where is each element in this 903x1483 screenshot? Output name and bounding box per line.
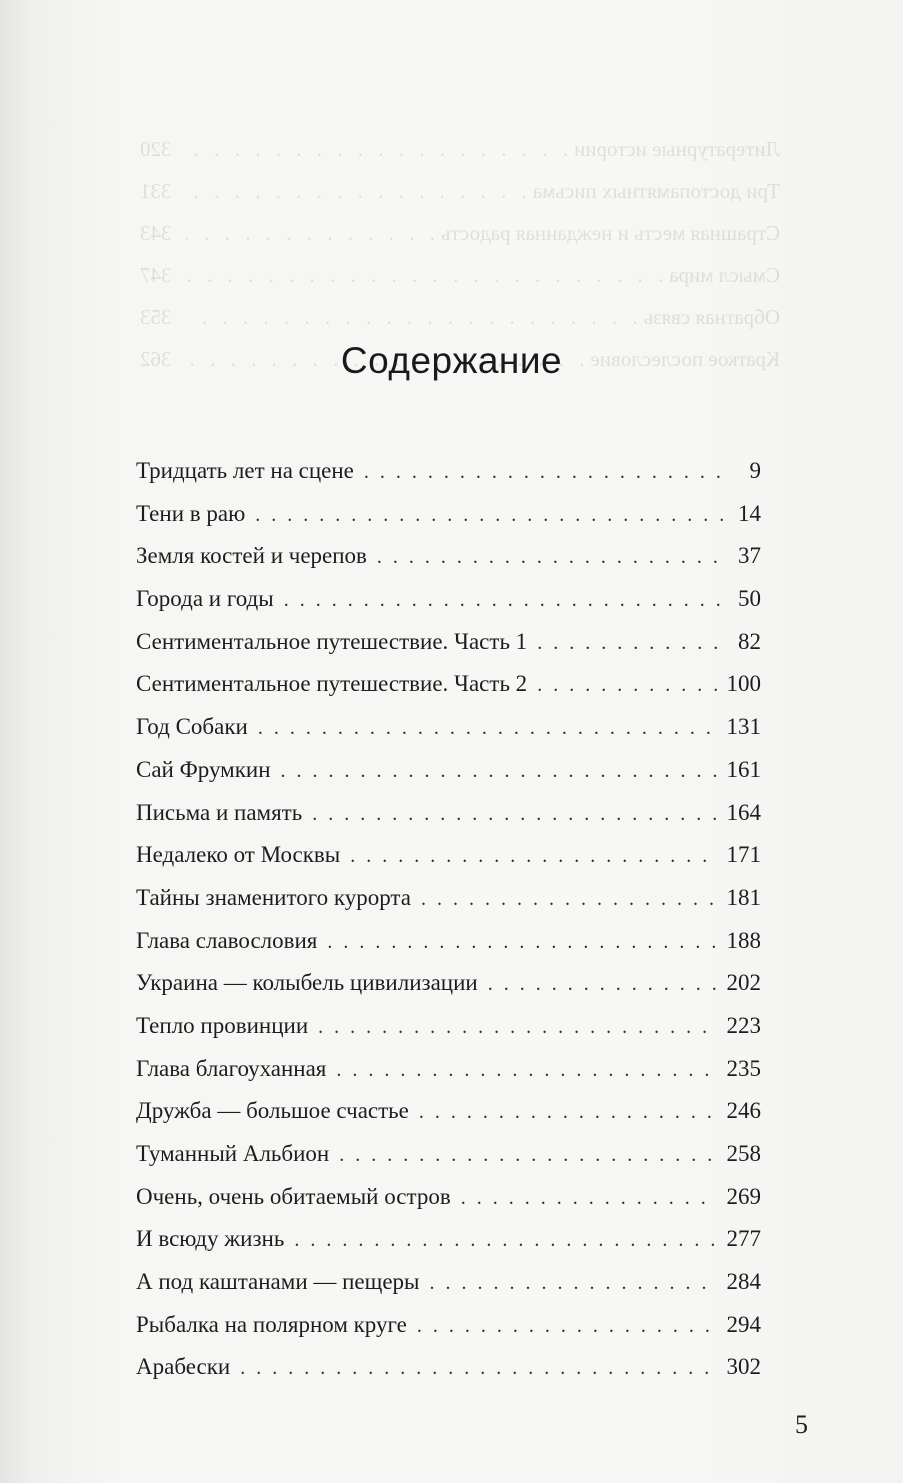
- dot-leader: [377, 536, 725, 579]
- bleed-row: [140, 254, 780, 296]
- toc-entry: [136, 578, 761, 621]
- toc-entry-page: 50: [738, 586, 761, 612]
- toc-entry-title: Тридцать лет на сцене: [136, 458, 354, 483]
- toc-entry-title: Глава славословия: [136, 927, 318, 953]
- bleed-row: [140, 170, 780, 212]
- bleed-page: 331: [140, 179, 172, 203]
- toc-entry: [136, 1005, 761, 1048]
- toc-entry-page: 246: [726, 1098, 761, 1124]
- bleed-page: 353: [140, 305, 172, 329]
- dot-leader: [537, 664, 716, 707]
- bleed-page: 343: [140, 221, 172, 245]
- bleed-title: Три достопамятных письма: [532, 179, 780, 203]
- toc-entry-page: 131: [726, 714, 761, 740]
- toc-entry: [136, 792, 761, 835]
- toc-entry-page: 223: [726, 1012, 761, 1038]
- dot-leader: [419, 1091, 717, 1134]
- page-number: 5: [795, 1410, 808, 1439]
- toc-entry: [136, 493, 761, 536]
- dot-leader: [339, 1134, 716, 1177]
- bleed-row: [140, 128, 780, 170]
- toc-entry-title: Дружба — большое счастье: [136, 1098, 409, 1124]
- toc-entry-title: Письма и память: [136, 799, 303, 825]
- toc-entry-page: 14: [738, 500, 761, 526]
- dot-leader: [364, 451, 725, 494]
- toc-entry-title: Недалеко от Москвы: [136, 842, 341, 868]
- bleed-title: Смысл мира: [669, 263, 780, 287]
- toc-entry-page: 9: [749, 458, 761, 483]
- bleed-title: Литературные истории: [573, 137, 780, 161]
- dot-leader: [537, 622, 725, 665]
- toc-entry: [136, 834, 761, 877]
- toc-entry-page: 202: [726, 970, 761, 996]
- bleed-page: 320: [140, 137, 172, 161]
- toc-entry: [136, 1176, 761, 1219]
- toc-entry: [136, 1218, 761, 1261]
- dot-leader: [240, 1347, 716, 1390]
- dot-leader: [421, 878, 717, 921]
- toc-entry-page: 100: [726, 671, 761, 697]
- toc-entry-page: 188: [726, 927, 761, 953]
- toc-entry: [136, 535, 761, 578]
- dot-leader: [417, 1305, 717, 1348]
- toc-entry: [136, 1133, 761, 1176]
- toc-entry-page: 181: [726, 884, 761, 910]
- toc-entry: [136, 621, 761, 664]
- toc-entry-title: Очень, очень обитаемый остров: [136, 1183, 451, 1209]
- toc-entry: [136, 1304, 761, 1347]
- toc-entry-title: Арабески: [136, 1354, 231, 1380]
- dot-leader: [336, 1049, 716, 1092]
- toc-entry-title: И всюду жизнь: [136, 1226, 285, 1252]
- bleed-title: Страшная месть и нежданная радость: [441, 221, 780, 245]
- bleed-title: Краткое послесловие: [590, 347, 780, 371]
- bleed-title: Обратная связь: [643, 305, 780, 329]
- toc-entry-title: Рыбалка на полярном круге: [136, 1311, 407, 1337]
- toc-entry-title: Украина — колыбель цивилизации: [136, 970, 478, 996]
- dot-leader: [258, 707, 717, 750]
- toc-entry-title: Тепло провинции: [136, 1012, 309, 1038]
- bleed-page: 347: [140, 263, 172, 287]
- toc-entry-title: А под каштанами — пещеры: [136, 1269, 420, 1295]
- toc-entry-page: 82: [738, 628, 761, 654]
- toc-entry-page: 171: [726, 842, 761, 868]
- bleed-row: [140, 296, 780, 338]
- toc-entry-title: Тени в раю: [136, 500, 246, 526]
- toc-entry: [136, 663, 761, 706]
- toc-entry: [136, 1261, 761, 1304]
- toc-entry-page: 235: [726, 1055, 761, 1081]
- dot-leader: [281, 750, 717, 793]
- bleed-page: 362: [140, 347, 172, 371]
- dot-leader: [284, 579, 725, 622]
- toc-entry: [136, 920, 761, 963]
- toc-entry-title: Города и годы: [136, 586, 274, 612]
- toc-entry-title: Год Собаки: [136, 714, 248, 740]
- toc-entry: [136, 1048, 761, 1091]
- bleed-leader: [186, 212, 435, 254]
- toc-entry-page: 294: [726, 1311, 761, 1337]
- toc-entry-title: Сентиментальное путешествие. Часть 1: [136, 628, 528, 654]
- bleed-leader: [186, 254, 663, 296]
- toc-entry: [136, 1090, 761, 1133]
- dot-leader: [430, 1262, 717, 1305]
- toc-entry: [136, 706, 761, 749]
- dot-leader: [327, 921, 716, 964]
- toc-entry-page: 284: [726, 1269, 761, 1295]
- toc-entry-page: 277: [726, 1226, 761, 1252]
- toc-entry: [136, 877, 761, 920]
- toc-entry-page: 258: [726, 1141, 761, 1166]
- dot-leader: [488, 963, 717, 1006]
- dot-leader: [461, 1177, 717, 1220]
- toc-entry-page: 302: [726, 1354, 761, 1380]
- bleed-leader: [186, 170, 527, 212]
- toc-entry-page: 37: [738, 543, 761, 569]
- toc-entry-title: Сентиментальное путешествие. Часть 2: [136, 671, 528, 697]
- page-title: Содержание: [340, 340, 563, 381]
- bleed-leader: [186, 296, 638, 338]
- dot-leader: [318, 1006, 716, 1049]
- toc-entry: [136, 749, 761, 792]
- toc-entry-title: Туманный Альбион: [136, 1141, 330, 1166]
- toc-entry-title: Земля костей и черепов: [136, 543, 367, 569]
- toc-entry-page: 164: [726, 799, 761, 825]
- bleed-row: [140, 212, 780, 254]
- toc-entry-title: Сай Фрумкин: [136, 756, 271, 782]
- toc-entry-title: Тайны знаменитого курорта: [136, 884, 411, 910]
- dot-leader: [294, 1219, 716, 1262]
- toc-entry-title: Глава благоуханная: [136, 1055, 327, 1081]
- toc-entry-page: 269: [726, 1183, 761, 1209]
- toc-entry: [136, 962, 761, 1005]
- toc-entry: [136, 1346, 761, 1389]
- table-of-contents: [136, 450, 761, 1389]
- bleed-leader: [186, 128, 568, 170]
- dot-leader: [350, 835, 716, 878]
- toc-entry-page: 161: [726, 756, 761, 782]
- toc-entry: [136, 450, 761, 493]
- dot-leader: [255, 494, 725, 537]
- dot-leader: [312, 793, 716, 836]
